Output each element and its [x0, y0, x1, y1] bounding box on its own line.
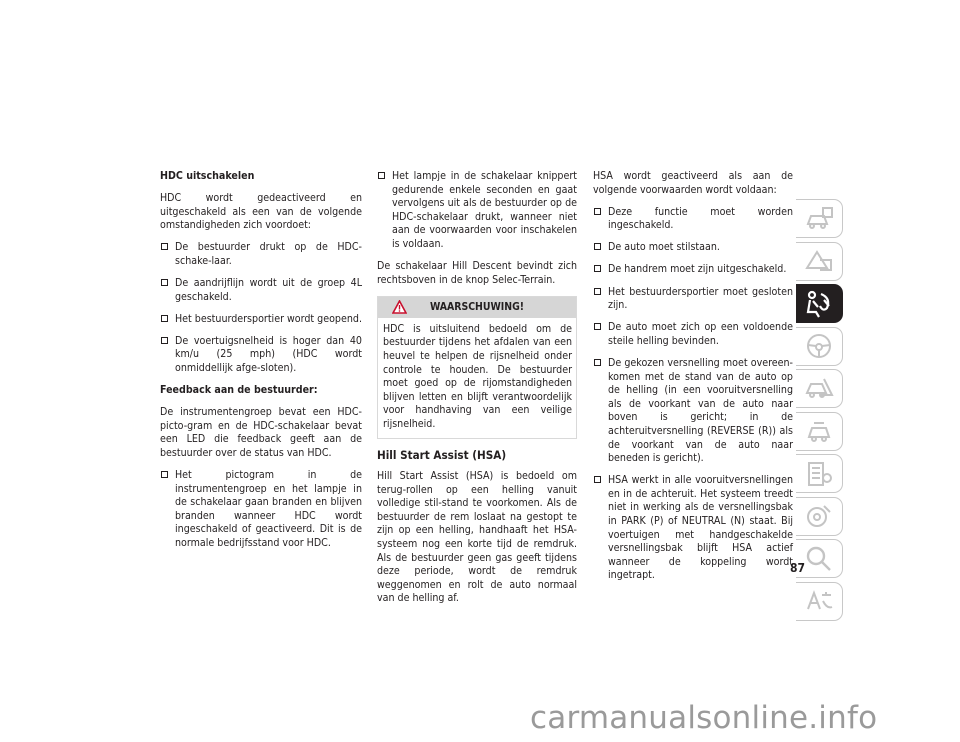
list-item: De auto moet zich op een voldoende steile helling bevinden.	[593, 321, 793, 348]
tab-starting-driving[interactable]	[796, 327, 843, 366]
paragraph: HSA wordt geactiveerd als aan de volgende voorwaarden wordt voldaan:	[593, 170, 793, 196]
car-info-icon	[804, 206, 834, 232]
bullet-list	[160, 469, 362, 551]
warning-header	[378, 297, 576, 318]
bullet-list	[377, 170, 577, 252]
list-item: Het bestuurdersportier wordt geopend.	[160, 313, 362, 327]
paragraph: HDC wordt gedeactiveerd en uitgeschakeld als een van de volgende omstandigheden zich voordoet:	[160, 192, 362, 232]
paragraph: De schakelaar Hill Descent bevindt zich rechtsboven in de knop Selec-Terrain.	[377, 260, 577, 286]
tab-warning-lights[interactable]	[796, 242, 843, 281]
column-3	[593, 170, 793, 591]
emergency-icon	[804, 375, 834, 403]
warning-lights-icon	[804, 248, 834, 274]
list-item: Het lampje in de schakelaar knippert gedurende enkele seconden en gaat vervolgens uit als de bestuurder op de HDC-schakelaar drukt, wanneer niet aan de voorwaarden voor inschakelen is voldaan.	[377, 170, 577, 252]
tab-multimedia[interactable]	[796, 497, 843, 536]
page-number: 87	[790, 561, 806, 575]
multimedia-icon	[804, 502, 834, 530]
paragraph: Hill Start Assist (HSA) is bedoeld om terug-rollen op een helling vanuit volledige stil-stand te voorkomen. Als de bestuurder de rem loslaat na gestopt te zijn op een helling, handhaaft het HSA-systeem nog een korte tijd de remdruk. Als de bestuurder geen gas geeft tijdens deze periode, wordt de remdruk weggenomen en rolt de auto normaal van de helling af.	[377, 470, 577, 605]
warning-title: WAARSCHUWING!	[429, 300, 525, 313]
list-item: Het pictogram in de instrumentengroep en het lampje in de schakelaar gaan branden en blijven branden wanneer HDC wordt ingeschakeld of geactiveerd. Dit is de normale bedrijfsstand voor HDC.	[160, 469, 362, 551]
tab-service[interactable]	[796, 412, 843, 451]
watermark: carmanualsonline.info	[530, 700, 878, 736]
list-item: Het bestuurdersportier moet gesloten zijn.	[593, 286, 793, 313]
list-item: De auto moet stilstaan.	[593, 241, 793, 255]
specifications-icon	[804, 460, 834, 488]
list-item: De handrem moet zijn uitgeschakeld.	[593, 263, 793, 277]
tab-languages[interactable]	[796, 582, 843, 621]
heading-feedback: Feedback aan de bestuurder:	[160, 384, 318, 397]
bullet-list	[593, 206, 793, 583]
list-item: De voertuigsnelheid is hoger dan 40 km/u (25 mph) (HDC wordt onmiddellijk afge-sloten).	[160, 335, 362, 376]
warning-triangle-icon	[392, 300, 407, 314]
warning-text: HDC is uitsluitend bedoeld om de bestuurder tijdens het afdalen van een heuvel te helpen de rijsnelheid onder controle te houden. De bestuurder moet goed op de rijomstandigheden blijven letten en blijft verantwoordelijk voor handhaving van een veilige rijsnelheid.	[383, 322, 572, 430]
column-1	[160, 170, 362, 559]
tab-safety[interactable]	[796, 284, 843, 323]
warning-box	[377, 296, 577, 439]
heading-hsa: Hill Start Assist (HSA)	[377, 447, 507, 462]
list-item: HSA werkt in alle vooruitversnellingen en in de achteruit. Het systeem treedt niet in werking als de versnellingsbak in PARK (P) of NEUTRAL (N) staat. Bij voertuigen met handgeschakelde versnellingsbak blijft HSA actief wanneer de koppeling wordt ingetrapt.	[593, 474, 793, 583]
languages-icon	[804, 587, 834, 615]
paragraph: De instrumentengroep bevat een HDC-picto-gram en de HDC-schakelaar bevat een LED die feedback geeft aan de bestuurder over de status van HDC.	[160, 406, 362, 459]
bullet-list	[160, 241, 362, 375]
safety-airbag-icon	[804, 290, 834, 318]
search-index-icon	[804, 545, 834, 573]
column-2	[377, 170, 577, 615]
list-item: Deze functie moet worden ingeschakeld.	[593, 206, 793, 233]
service-car-icon	[804, 417, 834, 445]
tab-car-info[interactable]	[796, 199, 843, 238]
heading-hdc-uitschakelen: HDC uitschakelen	[160, 170, 255, 182]
steering-wheel-icon	[804, 332, 834, 360]
list-item: De bestuurder drukt op de HDC-schake-laar.	[160, 241, 362, 268]
tab-specifications[interactable]	[796, 454, 843, 493]
list-item: De gekozen versnelling moet overeen-komen met de stand van de auto op de helling (in een vooruitversnelling als de voorkant van de auto naar boven is gericht; in de achteruitversnelling (REVERSE (R)) als de voorkant van de auto naar beneden is gericht).	[593, 357, 793, 466]
tab-emergency[interactable]	[796, 369, 843, 408]
list-item: De aandrijflijn wordt uit de groep 4L geschakeld.	[160, 277, 362, 304]
